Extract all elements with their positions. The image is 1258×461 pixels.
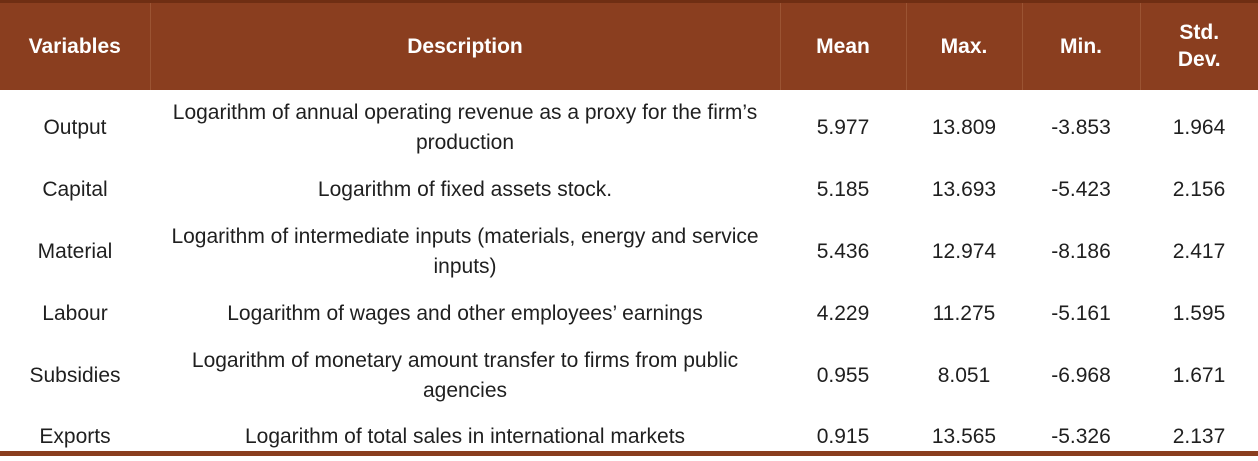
std-cell: 2.156 [1172, 177, 1226, 201]
variable-cell: Capital [42, 177, 108, 201]
table-row [0, 290, 1258, 338]
max-cell: 13.565 [931, 425, 997, 448]
max-cell: 13.693 [931, 177, 997, 201]
std-cell: 2.137 [1172, 425, 1226, 448]
std-cell: 2.417 [1172, 239, 1226, 263]
mean-cell: 0.915 [816, 425, 870, 448]
variable-cell: Material [37, 239, 113, 263]
std-cell: 1.595 [1172, 301, 1226, 325]
std-cell: 1.671 [1172, 363, 1226, 387]
description-cell: Logarithm of annual operating revenue as a proxy for the firm’s production [172, 100, 758, 154]
table-row [0, 338, 1258, 414]
min-cell: -5.326 [1051, 425, 1111, 448]
table-row [0, 90, 1258, 166]
max-cell: 11.275 [932, 301, 996, 325]
header-max: Max. [906, 2, 1022, 90]
mean-cell: 5.436 [816, 239, 870, 263]
variable-cell: Exports [39, 425, 111, 448]
header-std-line2: Dev. [1177, 48, 1221, 72]
description-cell: Logarithm of monetary amount transfer to firms from public agencies [191, 348, 739, 402]
max-cell: 8.051 [937, 363, 991, 387]
header-std-dev [1140, 2, 1258, 90]
max-cell: 12.974 [931, 239, 997, 263]
description-cell: Logarithm of intermediate inputs (materials, energy and service inputs) [171, 224, 759, 278]
variable-cell: Subsidies [29, 363, 121, 387]
variable-cell: Output [43, 115, 107, 139]
min-cell: -6.968 [1051, 363, 1111, 387]
mean-cell: 5.185 [816, 177, 870, 201]
std-cell: 1.964 [1172, 115, 1226, 139]
header-row [0, 2, 1258, 90]
min-cell: -3.853 [1051, 115, 1111, 139]
header-variables: Variables [0, 2, 150, 90]
header-description: Description [150, 2, 780, 90]
description-cell: Logarithm of fixed assets stock. [317, 177, 613, 201]
mean-cell: 5.977 [816, 115, 870, 139]
table-row [0, 214, 1258, 290]
min-cell: -5.161 [1051, 301, 1111, 325]
table-body [0, 90, 1258, 461]
header-mean: Mean [780, 2, 906, 90]
max-cell: 13.809 [931, 115, 997, 139]
description-cell: Logarithm of total sales in international markets [244, 425, 686, 448]
min-cell: -8.186 [1051, 239, 1111, 263]
header-std-line1: Std. [1179, 21, 1220, 45]
variable-cell: Labour [42, 301, 108, 325]
mean-cell: 4.229 [816, 301, 870, 325]
mean-cell: 0.955 [816, 363, 870, 387]
min-cell: -5.423 [1051, 177, 1111, 201]
header-min: Min. [1022, 2, 1140, 90]
description-cell: Logarithm of wages and other employees’ earnings [227, 301, 703, 325]
table-row [0, 166, 1258, 214]
table-bottom-rule [0, 451, 1258, 456]
table-header [0, 2, 1258, 90]
